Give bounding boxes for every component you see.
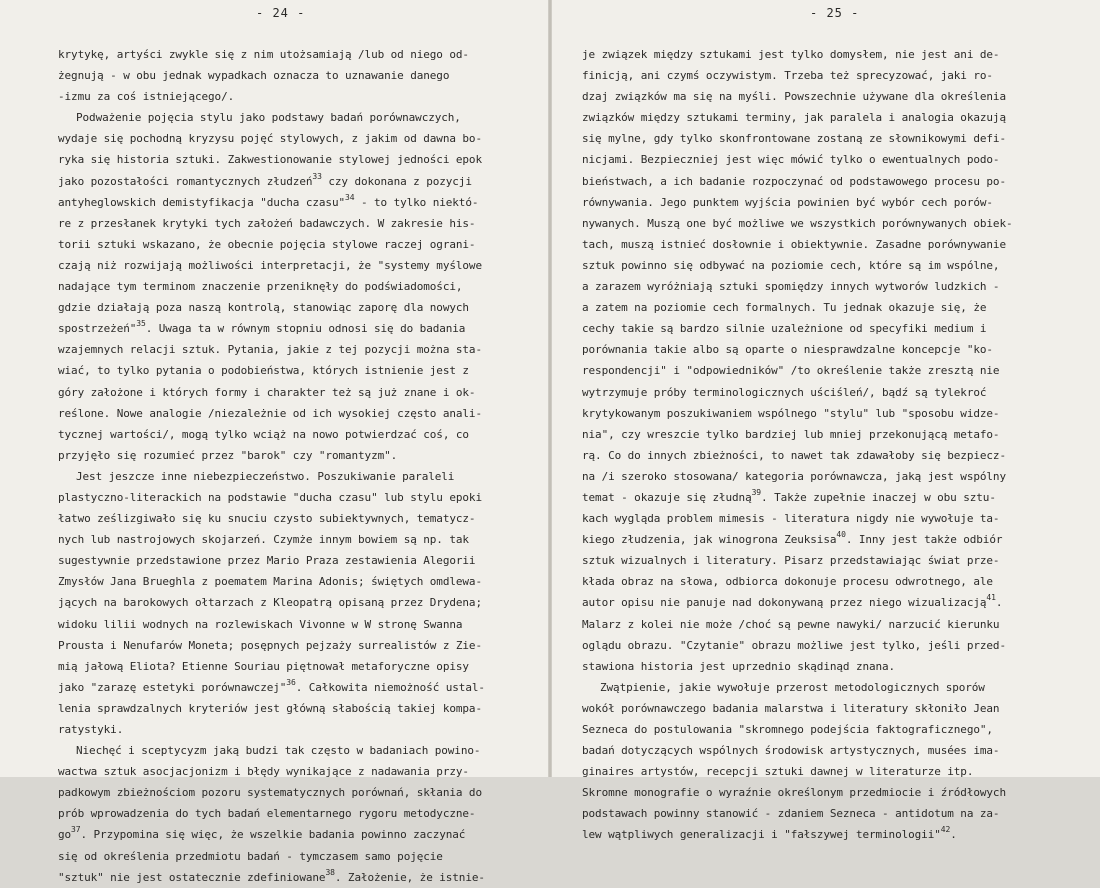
text-line: lenia sprawdzalnych kryteriów jest główną słabością takiej kompa- [58,701,482,715]
text-line: tycznej wartości/, mogą tylko wciąż na nowo potwierdzać coś, co [58,427,469,441]
footnote-ref: 39 [751,487,762,497]
text-line: autor opisu nie panuje nad dokonywaną przez niego wizualizacją$^{41}$. [582,593,1003,610]
text-line: wactwa sztuk asocjacjonizm i błędy wynikające z nadawania przy- [58,765,469,779]
text-line: torii sztuki wskazano, że obecnie pojęcia stylowe raczej ograni- [58,237,476,251]
text-line: je związek między sztukami jest tylko domysłem, nie jest ani de- [582,48,1000,61]
text-line: Prousta i Nenufarów Moneta; posępnych pejzaży surrealistów z Zie- [58,638,482,652]
text-line: lew wątpliwych generalizacji i "fałszywej terminologii"$^{42}$. [582,825,957,842]
text-line: widoku lilii wodnych na rozlewiskach Vivonne w W stronę Swanna [58,617,463,631]
text-line: jako pozostałości romantycznych złudzeń$^{33}$ czy dokonana z pozycji [58,171,472,188]
text-line: nych lub nastrojowych skojarzeń. Czymże innym bowiem są np. tak [58,533,469,547]
left-page [0,0,550,884]
text-line: tach, muszą istnieć dosłownie i obiektywnie. Zasadne porównywanie [582,237,1006,251]
text-line: kiego złudzenia, jak winogrona Zeuksisa$^{40}$. Inny jest także odbiór [582,530,1003,547]
text-line: jących na barokowych ołtarzach z Kleopatrą opisaną przez Drydena; [58,596,482,610]
text-line: porównania takie albo są oparte o niesprawdzalne koncepcje "ko- [582,343,993,357]
footnote-ref: 42 [940,825,951,835]
text-line: rą. Co do innych zbieżności, to nawet tak zdawałoby się bezpiecz- [582,448,1006,462]
text-line: podstawach powinny stanowić - zdaniem Sezneca - antidotum na za- [582,807,1000,821]
text-line: bieństwach, a ich badanie rozpoczynać od podstawowego procesu po- [582,174,1006,188]
text-line: cechy takie są bardzo silnie uzależnione od specyfiki medium i [582,322,987,336]
text-line: równywania. Jego punktem wyjścia powinien być wybór cech porów- [582,195,993,209]
text-line: sztuk powinno się odbywać na poziomie cech, które są im wspólne, [582,258,1000,272]
text-line: jako "zarazę estetyki porównawczej"$^{36}$. Całkowita niemożność ustal- [58,677,485,694]
text-line: nadające tym terminom znaczenie przeniknęły do podświadomości, [58,280,463,294]
footnote-ref: 37 [71,825,81,835]
text-line: żegnują - w obu jednak wypadkach oznacza to uznawanie danego [58,69,450,83]
text-line: Niechęć i sceptycyzm jaką budzi tak często w badaniach powino- [76,744,481,758]
text-line: czają niż rozwijają możliwości interpretacji, że "systemy myślowe [58,258,482,272]
text-line: sztuk wizualnych i literatury. Pisarz przedstawiając świat prze- [582,554,1000,568]
text-line: ginaires artystów, recepcji sztuki dawnej w literaturze itp. [582,765,974,779]
footnote-ref: 38 [325,867,335,877]
page-body [58,44,520,888]
text-line: krytykę, artyści zwykle się z nim utożsamiają /lub od niego od- [58,48,469,61]
text-line: dzaj związków ma się na myśli. Powszechnie używane dla określenia [582,90,1006,104]
text-line: Jest jeszcze inne niebezpieczeństwo. Poszukiwanie paraleli [76,469,455,483]
footnote-ref: 36 [286,677,296,687]
text-line: krytykowanym poszukiwaniem wspólnego "stylu" lub "sposobu widze- [582,406,1000,420]
footnote-ref: 35 [136,319,146,329]
text-line: -izmu za coś istniejącego/. [58,90,235,104]
text-line: re z przesłanek krytyki tych założeń badawczych. W zakresie his- [58,216,476,230]
text-line: nia", czy wreszcie tylko bardziej lub mniej przekonującą metafo- [582,427,1000,441]
text-line: a zatem na poziomie cech formalnych. Tu jednak okazuje się, że [582,301,987,315]
footnote-ref: 33 [312,171,322,181]
text-line: przyjęło się rozumieć przez "barok" czy "romantyzm". [58,448,398,462]
text-line: a zarazem wyróżniają sztuki spomiędzy innych wytworów ludzkich - [582,280,1000,294]
text-line: $go^{37}$. Przypomina się więc, że wszelkie badania powinno zaczynać [58,825,466,842]
text-line: "sztuk" nie jest ostatecznie zdefiniowane$^{38}$. Założenie, że istnie- [58,867,485,884]
text-line: Malarz z kolei nie może /choć są pewne nawyki/ narzucić kierunku [582,617,1000,631]
text-line: łatwo ześlizgiwało się ku snuciu czysto subiektywnych, tematycz- [58,512,476,526]
text-line: antyheglowskich demistyfikacja "ducha czasu"$^{34}$ - to tylko niektó- [58,192,479,209]
footnote-ref: 41 [986,593,996,603]
text-line: ryka się historia sztuki. Zakwestionowanie stylowej jedności epok [58,153,482,167]
text-line: Skromne monografie o wyraźnie określonym przedmiocie i źródłowych [582,786,1006,800]
text-line: na /i szeroko stosowana/ kategoria porównawcza, jaką jest wspólny [582,469,1006,483]
page-number: - 25 - [810,6,860,20]
text-line: związków między sztukami terminy, jak paralela i analogia okazują [582,111,1006,125]
text-line: kach wygląda problem mimesis - literatura nigdy nie wywołuje ta- [582,512,1000,526]
text-line: stawiona historia jest uprzednio skądinąd znana. [582,659,896,673]
text-line: Sezneca do postulowania "skromnego podejścia faktograficznego", [582,723,993,736]
text-line: sugestywnie przedstawione przez Mario Praza zestawienia Alegorii [58,554,476,568]
text-line: się od określenia przedmiotu badań - tymczasem samo pojęcie [58,849,443,863]
text-line: kłada obraz na słowa, odbiorca dokonuje procesu odwrotnego, ale [582,575,993,589]
footnote-ref: 40 [836,530,846,540]
page-number: - 24 - [256,6,306,20]
text-line: góry założone i których formy i charakter też są już znane i ok- [58,385,476,399]
page-body [582,44,1040,846]
footnote-ref: 34 [345,192,355,202]
text-line: wytrzymuje próby terminologicznych uściśleń/, bądź są tylekroć [582,385,987,399]
text-line: oglądu obrazu. "Czytanie" obrazu możliwe jest tylko, jeśli przed- [582,638,1006,652]
text-line: temat - okazuje się złudną$^{39}$. Także zupełnie inaczej w obu sztu- [582,487,996,504]
text-line: badań dotyczących wspólnych środowisk artystycznych, musées ima- [582,744,1000,758]
text-line: wydaje się pochodną kryzysu pojęć stylowych, z jakim od dawna bo- [58,132,482,146]
text-line: Zwątpienie, jakie wywołuje przerost metodologicznych sporów [600,680,985,694]
text-line: spostrzeżeń"$^{35}$. Uwaga ta w równym stopniu odnosi się do badania [58,319,466,336]
book-gutter [548,0,552,777]
text-line: wokół porównawczego badania malarstwa i literatury skłoniło Jean [582,701,1000,715]
text-line: wiać, to tylko pytania o podobieństwa, których istnienie jest z [58,364,469,378]
text-line: się mylne, gdy tylko skonfrontowane zostaną ze słownikowymi defi- [582,132,1006,146]
text-line: plastyczno-literackich na podstawie "ducha czasu" lub stylu epoki [58,490,482,504]
text-line: prób wprowadzenia do tych badań elementarnego rygoru metodyczne- [58,807,476,821]
text-line: mią jałową Eliota? Etienne Souriau piętnował metaforyczne opisy [58,659,469,673]
text-line: gdzie działają poza naszą kontrolą, stanowiąc zaporę dla nowych [58,301,469,315]
text-line: reślone. Nowe analogie /niezależnie od ich wysokiej często anali- [58,406,482,420]
text-line: wzajemnych relacji sztuk. Pytania, jakie z tej pozycji można sta- [58,343,482,357]
text-line: Podważenie pojęcia stylu jako podstawy badań porównawczych, [76,111,461,125]
text-line: Zmysłów Jana Brueghla z poematem Marina Adonis; świętych omdlewa- [58,575,482,589]
text-line: padkowym zbieżnościom pozoru systematycznych porównań, skłania do [58,786,482,800]
text-line: nywanych. Muszą one być możliwe we wszystkich porównywanych obiek- [582,216,1013,230]
text-line: finicją, ani czymś oczywistym. Trzeba też sprecyzować, jaki ro- [582,69,993,83]
right-page [550,0,1100,842]
text-line: ratystyki. [58,723,124,736]
text-line: nicjami. Bezpieczniej jest więc mówić tylko o ewentualnych podo- [582,153,1000,167]
text-line: respondencji" i "odpowiedników" /to określenie także zresztą nie [582,364,1000,378]
